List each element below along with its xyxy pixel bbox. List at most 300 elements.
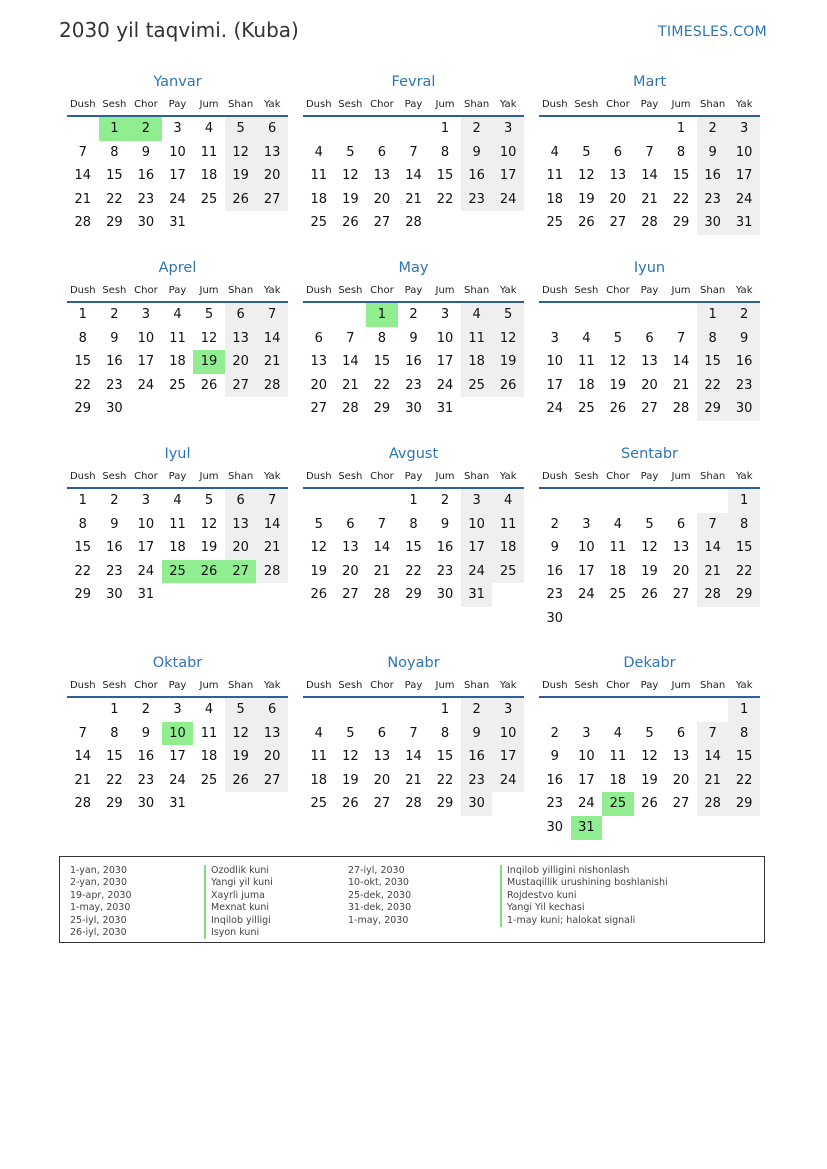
day-cell[interactable]: 14 (373, 540, 391, 556)
day-cell[interactable]: 25 (200, 191, 218, 207)
day-cell[interactable]: 4 (492, 489, 524, 513)
day-cell[interactable]: 23 (137, 191, 155, 207)
day-cell[interactable]: 7 (697, 722, 729, 746)
day-cell[interactable]: 21 (256, 350, 288, 374)
day-cell[interactable]: 9 (110, 516, 119, 532)
day-cell[interactable]: 26 (200, 377, 218, 393)
day-cell[interactable]: 23 (728, 374, 760, 398)
day-cell[interactable]: 12 (200, 516, 218, 532)
day-cell[interactable]: 29 (373, 401, 391, 417)
day-cell[interactable]: 6 (256, 117, 288, 141)
day-cell[interactable]: 28 (697, 792, 729, 816)
day-cell[interactable]: 7 (78, 725, 87, 741)
day-cell[interactable]: 23 (546, 796, 564, 812)
day-cell[interactable]: 17 (492, 745, 524, 769)
day-cell[interactable]: 17 (578, 772, 595, 788)
day-cell[interactable]: 16 (697, 164, 729, 188)
day-cell[interactable]: 22 (106, 772, 123, 788)
day-cell[interactable]: 30 (106, 587, 123, 603)
day-cell[interactable]: 9 (110, 330, 119, 346)
day-cell[interactable]: 7 (377, 516, 387, 532)
day-cell[interactable]: 2 (141, 702, 151, 717)
day-cell[interactable]: 26 (609, 401, 627, 417)
day-cell[interactable]: 8 (409, 516, 418, 532)
day-cell[interactable]: 12 (641, 540, 658, 556)
day-cell[interactable]: 25 (602, 792, 634, 816)
day-cell[interactable]: 10 (162, 722, 194, 746)
day-cell[interactable]: 21 (405, 772, 422, 788)
day-cell[interactable]: 28 (672, 401, 690, 417)
day-cell[interactable]: 26 (578, 215, 595, 231)
day-cell[interactable]: 26 (641, 796, 658, 812)
day-cell[interactable]: 6 (256, 698, 288, 722)
day-cell[interactable]: 20 (310, 377, 328, 393)
day-cell[interactable]: 3 (550, 330, 559, 346)
day-cell[interactable]: 1 (409, 493, 418, 508)
day-cell[interactable]: 10 (728, 141, 760, 165)
day-cell[interactable]: 22 (672, 191, 690, 207)
day-cell[interactable]: 5 (346, 144, 355, 160)
day-cell[interactable]: 29 (672, 215, 690, 231)
day-cell[interactable]: 11 (169, 330, 186, 346)
day-cell[interactable]: 7 (409, 144, 418, 160)
day-cell[interactable]: 19 (200, 540, 218, 556)
day-cell[interactable]: 14 (256, 513, 288, 537)
day-cell[interactable]: 30 (436, 587, 454, 603)
brand-link[interactable]: TIMESLES.COM (658, 24, 767, 40)
day-cell[interactable]: 27 (672, 587, 690, 603)
day-cell[interactable]: 2 (440, 493, 450, 508)
day-cell[interactable]: 23 (461, 188, 493, 212)
day-cell[interactable]: 28 (697, 583, 729, 607)
day-cell[interactable]: 28 (405, 796, 422, 812)
day-cell[interactable]: 29 (728, 792, 760, 816)
day-cell[interactable]: 29 (697, 397, 729, 421)
day-cell[interactable]: 5 (346, 725, 355, 741)
day-cell[interactable]: 30 (405, 401, 422, 417)
day-cell[interactable]: 14 (697, 745, 729, 769)
day-cell[interactable]: 10 (492, 141, 524, 165)
day-cell[interactable]: 20 (672, 772, 690, 788)
day-cell[interactable]: 5 (225, 117, 257, 141)
day-cell[interactable]: 19 (225, 745, 257, 769)
day-cell[interactable]: 4 (204, 121, 214, 136)
day-cell[interactable]: 8 (440, 144, 450, 160)
day-cell[interactable]: 8 (676, 144, 686, 160)
day-cell[interactable]: 2 (697, 117, 729, 141)
day-cell[interactable]: 16 (106, 354, 123, 370)
day-cell[interactable]: 27 (373, 215, 391, 231)
day-cell[interactable]: 31 (461, 583, 493, 607)
day-cell[interactable]: 20 (672, 563, 690, 579)
day-cell[interactable]: 22 (728, 769, 760, 793)
day-cell[interactable]: 6 (346, 516, 355, 532)
day-cell[interactable]: 1 (440, 702, 450, 717)
day-cell[interactable]: 15 (373, 354, 391, 370)
day-cell[interactable]: 8 (110, 144, 119, 160)
day-cell[interactable]: 11 (578, 354, 595, 370)
day-cell[interactable]: 14 (672, 354, 690, 370)
day-cell[interactable]: 17 (169, 749, 186, 765)
day-cell[interactable]: 8 (728, 513, 760, 537)
day-cell[interactable]: 28 (256, 374, 288, 398)
day-cell[interactable]: 18 (461, 350, 493, 374)
day-cell[interactable]: 23 (546, 587, 564, 603)
day-cell[interactable]: 17 (492, 164, 524, 188)
day-cell[interactable]: 17 (169, 168, 186, 184)
day-cell[interactable]: 5 (613, 330, 623, 346)
day-cell[interactable]: 22 (106, 191, 123, 207)
day-cell[interactable]: 6 (613, 144, 623, 160)
day-cell[interactable]: 23 (137, 772, 155, 788)
day-cell[interactable]: 2 (550, 725, 559, 741)
day-cell[interactable]: 21 (74, 191, 92, 207)
day-cell[interactable]: 11 (310, 749, 328, 765)
day-cell[interactable]: 18 (609, 563, 627, 579)
day-cell[interactable]: 9 (550, 540, 559, 556)
day-cell[interactable]: 14 (256, 327, 288, 351)
day-cell[interactable]: 4 (582, 330, 591, 346)
day-cell[interactable]: 24 (492, 769, 524, 793)
day-cell[interactable]: 3 (141, 493, 151, 508)
day-cell[interactable]: 24 (578, 796, 595, 812)
day-cell[interactable]: 24 (461, 560, 493, 584)
day-cell[interactable]: 13 (256, 722, 288, 746)
day-cell[interactable]: 2 (409, 307, 418, 322)
day-cell[interactable]: 21 (405, 191, 422, 207)
day-cell[interactable]: 27 (373, 796, 391, 812)
day-cell[interactable]: 19 (578, 191, 595, 207)
day-cell[interactable]: 29 (74, 587, 92, 603)
day-cell[interactable]: 18 (546, 191, 564, 207)
day-cell[interactable]: 21 (256, 536, 288, 560)
day-cell[interactable]: 3 (582, 516, 591, 532)
day-cell[interactable]: 24 (546, 401, 564, 417)
day-cell[interactable]: 12 (342, 749, 359, 765)
day-cell[interactable]: 11 (310, 168, 328, 184)
day-cell[interactable]: 19 (609, 377, 627, 393)
day-cell[interactable]: 8 (377, 330, 387, 346)
day-cell[interactable]: 16 (461, 745, 493, 769)
day-cell[interactable]: 16 (137, 749, 155, 765)
day-cell[interactable]: 30 (106, 401, 123, 417)
day-cell[interactable]: 7 (346, 330, 355, 346)
day-cell[interactable]: 21 (373, 563, 391, 579)
day-cell[interactable]: 15 (728, 536, 760, 560)
day-cell[interactable]: 4 (550, 144, 559, 160)
day-cell[interactable]: 16 (405, 354, 422, 370)
day-cell[interactable]: 28 (256, 560, 288, 584)
day-cell[interactable]: 9 (461, 722, 493, 746)
day-cell[interactable]: 13 (310, 354, 328, 370)
day-cell[interactable]: 15 (672, 168, 690, 184)
day-cell[interactable]: 14 (74, 749, 92, 765)
day-cell[interactable]: 9 (550, 749, 559, 765)
day-cell[interactable]: 13 (342, 540, 359, 556)
day-cell[interactable]: 16 (728, 350, 760, 374)
day-cell[interactable]: 31 (169, 215, 186, 231)
day-cell[interactable]: 7 (645, 144, 654, 160)
day-cell[interactable]: 1 (366, 303, 398, 327)
day-cell[interactable]: 3 (461, 489, 493, 513)
day-cell[interactable]: 16 (546, 772, 564, 788)
day-cell[interactable]: 4 (314, 725, 323, 741)
day-cell[interactable]: 15 (74, 354, 92, 370)
day-cell[interactable]: 24 (137, 377, 155, 393)
day-cell[interactable]: 26 (310, 587, 328, 603)
day-cell[interactable]: 12 (225, 141, 257, 165)
day-cell[interactable]: 28 (641, 215, 658, 231)
day-cell[interactable]: 17 (546, 377, 564, 393)
day-cell[interactable]: 12 (492, 327, 524, 351)
day-cell[interactable]: 26 (193, 560, 225, 584)
day-cell[interactable]: 3 (173, 121, 182, 136)
day-cell[interactable]: 13 (672, 749, 690, 765)
day-cell[interactable]: 26 (641, 587, 658, 603)
day-cell[interactable]: 4 (204, 702, 214, 717)
day-cell[interactable]: 8 (78, 516, 87, 532)
day-cell[interactable]: 9 (728, 327, 760, 351)
day-cell[interactable]: 11 (546, 168, 564, 184)
day-cell[interactable]: 23 (405, 377, 422, 393)
day-cell[interactable]: 28 (74, 796, 92, 812)
day-cell[interactable]: 1 (728, 698, 760, 722)
day-cell[interactable]: 28 (342, 401, 359, 417)
day-cell[interactable]: 12 (310, 540, 328, 556)
day-cell[interactable]: 11 (169, 516, 186, 532)
day-cell[interactable]: 22 (74, 377, 92, 393)
day-cell[interactable]: 20 (256, 164, 288, 188)
day-cell[interactable]: 15 (436, 749, 454, 765)
day-cell[interactable]: 21 (342, 377, 359, 393)
day-cell[interactable]: 27 (225, 374, 257, 398)
day-cell[interactable]: 17 (728, 164, 760, 188)
day-cell[interactable]: 24 (492, 188, 524, 212)
day-cell[interactable]: 25 (578, 401, 595, 417)
day-cell[interactable]: 4 (613, 725, 623, 741)
day-cell[interactable]: 10 (492, 722, 524, 746)
day-cell[interactable]: 13 (225, 327, 257, 351)
day-cell[interactable]: 17 (137, 540, 155, 556)
day-cell[interactable]: 17 (578, 563, 595, 579)
day-cell[interactable]: 15 (74, 540, 92, 556)
day-cell[interactable]: 11 (461, 327, 493, 351)
day-cell[interactable]: 19 (492, 350, 524, 374)
day-cell[interactable]: 19 (342, 772, 359, 788)
day-cell[interactable]: 22 (74, 563, 92, 579)
day-cell[interactable]: 21 (641, 191, 658, 207)
day-cell[interactable]: 22 (436, 772, 454, 788)
day-cell[interactable]: 23 (106, 563, 123, 579)
day-cell[interactable]: 7 (78, 144, 87, 160)
day-cell[interactable]: 7 (409, 725, 418, 741)
day-cell[interactable]: 25 (162, 560, 194, 584)
day-cell[interactable]: 24 (578, 587, 595, 603)
day-cell[interactable]: 8 (78, 330, 87, 346)
day-cell[interactable]: 31 (728, 211, 760, 235)
day-cell[interactable]: 9 (409, 330, 418, 346)
day-cell[interactable]: 25 (461, 374, 493, 398)
day-cell[interactable]: 14 (74, 168, 92, 184)
day-cell[interactable]: 13 (373, 168, 391, 184)
day-cell[interactable]: 27 (256, 188, 288, 212)
day-cell[interactable]: 3 (582, 725, 591, 741)
day-cell[interactable]: 10 (137, 516, 155, 532)
day-cell[interactable]: 20 (225, 350, 257, 374)
day-cell[interactable]: 18 (609, 772, 627, 788)
day-cell[interactable]: 25 (310, 215, 328, 231)
day-cell[interactable]: 29 (106, 796, 123, 812)
day-cell[interactable]: 8 (728, 722, 760, 746)
day-cell[interactable]: 30 (546, 610, 564, 626)
day-cell[interactable]: 30 (697, 211, 729, 235)
day-cell[interactable]: 18 (200, 749, 218, 765)
day-cell[interactable]: 12 (641, 749, 658, 765)
day-cell[interactable]: 11 (609, 540, 627, 556)
day-cell[interactable]: 4 (173, 493, 182, 508)
day-cell[interactable]: 18 (310, 191, 328, 207)
day-cell[interactable]: 20 (373, 191, 391, 207)
day-cell[interactable]: 13 (672, 540, 690, 556)
day-cell[interactable]: 24 (169, 772, 186, 788)
day-cell[interactable]: 4 (314, 144, 323, 160)
day-cell[interactable]: 10 (436, 330, 454, 346)
day-cell[interactable]: 7 (676, 330, 686, 346)
day-cell[interactable]: 16 (137, 168, 155, 184)
day-cell[interactable]: 16 (106, 540, 123, 556)
day-cell[interactable]: 30 (137, 796, 155, 812)
day-cell[interactable]: 1 (110, 702, 119, 717)
day-cell[interactable]: 5 (492, 303, 524, 327)
day-cell[interactable]: 13 (641, 354, 658, 370)
day-cell[interactable]: 28 (405, 215, 422, 231)
day-cell[interactable]: 18 (200, 168, 218, 184)
day-cell[interactable]: 27 (672, 796, 690, 812)
day-cell[interactable]: 25 (200, 772, 218, 788)
day-cell[interactable]: 5 (225, 698, 257, 722)
day-cell[interactable]: 9 (461, 141, 493, 165)
day-cell[interactable]: 27 (641, 401, 658, 417)
day-cell[interactable]: 27 (310, 401, 328, 417)
day-cell[interactable]: 5 (645, 725, 654, 741)
day-cell[interactable]: 12 (578, 168, 595, 184)
day-cell[interactable]: 10 (169, 144, 186, 160)
day-cell[interactable]: 5 (204, 307, 214, 322)
day-cell[interactable]: 29 (728, 583, 760, 607)
day-cell[interactable]: 7 (256, 489, 288, 513)
day-cell[interactable]: 30 (546, 819, 564, 835)
day-cell[interactable]: 7 (697, 513, 729, 537)
day-cell[interactable]: 20 (641, 377, 658, 393)
day-cell[interactable]: 22 (436, 191, 454, 207)
day-cell[interactable]: 6 (377, 725, 387, 741)
day-cell[interactable]: 22 (697, 374, 729, 398)
day-cell[interactable]: 11 (200, 144, 218, 160)
day-cell[interactable]: 14 (641, 168, 658, 184)
day-cell[interactable]: 23 (461, 769, 493, 793)
day-cell[interactable]: 11 (609, 749, 627, 765)
day-cell[interactable]: 22 (405, 563, 422, 579)
day-cell[interactable]: 4 (173, 307, 182, 322)
day-cell[interactable]: 6 (225, 489, 257, 513)
day-cell[interactable]: 3 (440, 307, 450, 322)
day-cell[interactable]: 31 (436, 401, 454, 417)
day-cell[interactable]: 31 (571, 816, 603, 840)
day-cell[interactable]: 9 (141, 144, 151, 160)
day-cell[interactable]: 19 (310, 563, 328, 579)
day-cell[interactable]: 16 (461, 164, 493, 188)
day-cell[interactable]: 25 (546, 215, 564, 231)
day-cell[interactable]: 28 (74, 215, 92, 231)
day-cell[interactable]: 22 (373, 377, 391, 393)
day-cell[interactable]: 18 (169, 354, 186, 370)
day-cell[interactable]: 15 (436, 168, 454, 184)
day-cell[interactable]: 15 (728, 745, 760, 769)
day-cell[interactable]: 2 (110, 493, 119, 508)
day-cell[interactable]: 2 (461, 117, 493, 141)
day-cell[interactable]: 1 (697, 303, 729, 327)
day-cell[interactable]: 12 (609, 354, 627, 370)
day-cell[interactable]: 25 (310, 796, 328, 812)
day-cell[interactable]: 1 (78, 307, 87, 322)
day-cell[interactable]: 14 (405, 168, 422, 184)
day-cell[interactable]: 30 (137, 215, 155, 231)
day-cell[interactable]: 27 (256, 769, 288, 793)
day-cell[interactable]: 18 (578, 377, 595, 393)
day-cell[interactable]: 29 (106, 215, 123, 231)
day-cell[interactable]: 13 (373, 749, 391, 765)
day-cell[interactable]: 25 (169, 377, 186, 393)
day-cell[interactable]: 19 (342, 191, 359, 207)
day-cell[interactable]: 17 (461, 536, 493, 560)
day-cell[interactable]: 8 (110, 725, 119, 741)
day-cell[interactable]: 1 (440, 121, 450, 136)
day-cell[interactable]: 5 (204, 493, 214, 508)
day-cell[interactable]: 10 (461, 513, 493, 537)
day-cell[interactable]: 21 (672, 377, 690, 393)
day-cell[interactable]: 6 (645, 330, 654, 346)
day-cell[interactable]: 21 (74, 772, 92, 788)
day-cell[interactable]: 15 (106, 749, 123, 765)
day-cell[interactable]: 9 (440, 516, 450, 532)
day-cell[interactable]: 18 (310, 772, 328, 788)
day-cell[interactable]: 6 (225, 303, 257, 327)
day-cell[interactable]: 18 (492, 536, 524, 560)
day-cell[interactable]: 11 (200, 725, 218, 741)
day-cell[interactable]: 16 (546, 563, 564, 579)
day-cell[interactable]: 19 (193, 350, 225, 374)
day-cell[interactable]: 13 (225, 513, 257, 537)
day-cell[interactable]: 4 (613, 516, 623, 532)
day-cell[interactable]: 8 (440, 725, 450, 741)
day-cell[interactable]: 13 (609, 168, 627, 184)
day-cell[interactable]: 20 (609, 191, 627, 207)
day-cell[interactable]: 15 (697, 350, 729, 374)
day-cell[interactable]: 3 (141, 307, 151, 322)
day-cell[interactable]: 21 (697, 769, 729, 793)
day-cell[interactable]: 6 (676, 725, 686, 741)
day-cell[interactable]: 10 (578, 749, 595, 765)
day-cell[interactable]: 6 (676, 516, 686, 532)
day-cell[interactable]: 31 (137, 587, 155, 603)
day-cell[interactable]: 19 (641, 772, 658, 788)
day-cell[interactable]: 12 (225, 722, 257, 746)
day-cell[interactable]: 16 (436, 540, 454, 556)
day-cell[interactable]: 6 (314, 330, 323, 346)
day-cell[interactable]: 20 (225, 536, 257, 560)
day-cell[interactable]: 5 (645, 516, 654, 532)
day-cell[interactable]: 14 (342, 354, 359, 370)
